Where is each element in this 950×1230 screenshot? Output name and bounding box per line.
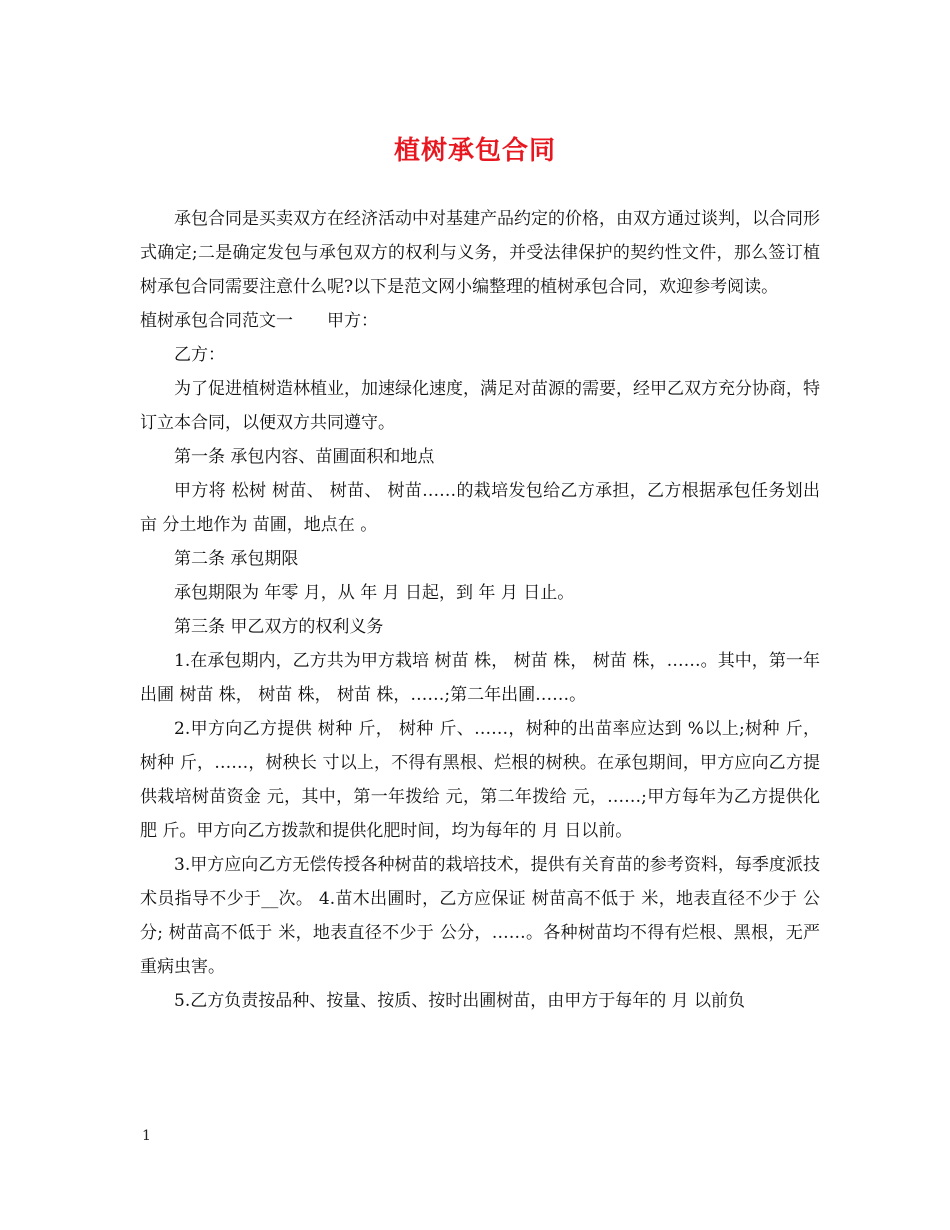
article-3-item-5: 5.乙方负责按品种、按量、按质、按时出圃树苗，由甲方于每年的 月 以前负 <box>174 991 746 1011</box>
article-3-item-1: 1.在承包期内，乙方共为甲方栽培 树苗 株， 树苗 株， 树苗 株，……。其中，第一年出圃 树苗 株， 树苗 株， 树苗 株，……;第二年出圃……。 <box>140 651 820 705</box>
article-2-content: 承包期限为 年零 月，从 年 月 日起，到 年 月 日止。 <box>174 583 575 603</box>
article-1-content: 甲方将 松树 树苗、 树苗、 树苗……的栽培发包给乙方承担，乙方根据承包任务划出 亩 分土地作为 苗圃，地点在 。 <box>140 481 820 535</box>
article-2-heading: 第二条 承包期限 <box>174 549 299 569</box>
purpose-paragraph: 为了促进植树造林植业，加速绿化速度，满足对苗源的需要，经甲乙双方充分协商，特订立本合同，以便双方共同遵守。 <box>140 379 820 433</box>
article-3-heading: 第三条 甲乙双方的权利义务 <box>174 617 384 637</box>
page-number: 1 <box>142 1128 151 1144</box>
sample-heading-party-a: 植树承包合同范文一 甲方： <box>140 311 378 331</box>
article-3-item-2: 2.甲方向乙方提供 树种 斤， 树种 斤、……，树种的出苗率应达到 %以上;树种 斤， 树种 斤，……，树秧长 寸以上，不得有黑根、烂根的树秧。在承包期间，甲方应向乙方提供栽培树苗资金 元，其中，第一年拨给 元，第二年拨给 元，……;甲方每年为乙方提供化肥 斤。甲方向乙方拨款和提供化肥时间，均为每年的 月 日以前。 <box>140 719 820 841</box>
document-body <box>140 202 820 1018</box>
document-title: 植树承包合同 <box>393 136 556 166</box>
intro-paragraph: 承包合同是买卖双方在经济活动中对基建产品约定的价格，由双方通过谈判，以合同形式确定;二是确定发包与承包双方的权利与义务，并受法律保护的契约性文件，那么签订植树承包合同需要注意什么呢?以下是范文网小编整理的植树承包合同，欢迎参考阅读。 <box>140 209 820 297</box>
article-1-heading: 第一条 承包内容、苗圃面积和地点 <box>174 447 435 467</box>
party-b-line: 乙方： <box>174 345 225 365</box>
article-3-item-3-4: 3.甲方应向乙方无偿传授各种树苗的栽培技术，提供有关育苗的参考资料，每季度派技术员指导不少于__次。 4.苗木出圃时，乙方应保证 树苗高不低于 米，地表直径不少于 公分; 树苗高不低于 米，地表直径不少于 公分，……。各种树苗均不得有烂根、黑根，无严重病虫害。 <box>140 855 820 977</box>
